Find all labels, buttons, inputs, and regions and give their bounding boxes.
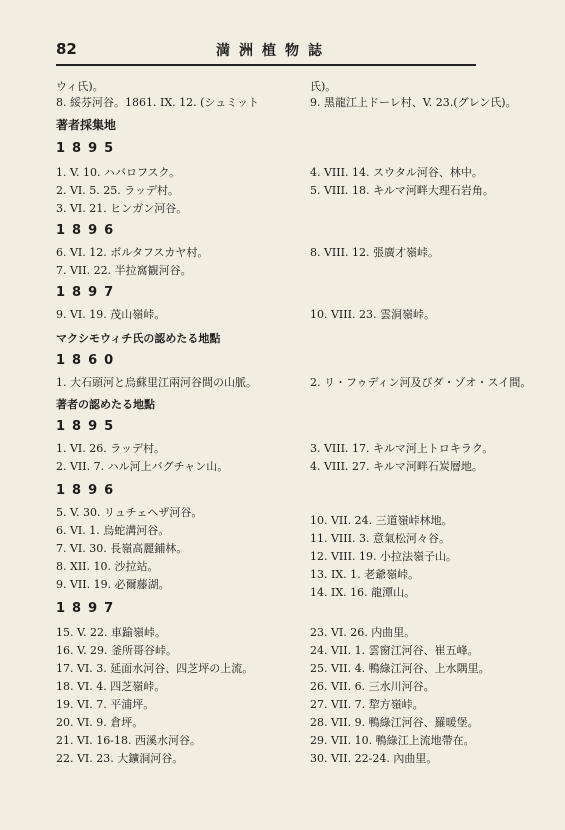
text-line: 27. VII. 7. 犂方嶺峠。 bbox=[310, 698, 424, 711]
text-line: 9. VI. 19. 茂山嶺峠。 bbox=[56, 308, 166, 321]
text-line: 25. VII. 4. 鴨綠江河谷、上水隅里。 bbox=[310, 662, 490, 675]
text-line: 9. VII. 19. 必爾藤湖。 bbox=[56, 578, 170, 591]
text-line: 19. VI. 7. 平浦坪。 bbox=[56, 698, 155, 711]
year-heading: 1895 bbox=[56, 419, 121, 434]
text-line: 4. VIII. 14. スウタル河谷、林中。 bbox=[310, 166, 483, 179]
text-line: 26. VII. 6. 三水川河谷。 bbox=[310, 680, 435, 693]
text-line: 氏)。 bbox=[310, 80, 337, 93]
text-line: 13. IX. 1. 老爺嶺峠。 bbox=[310, 568, 420, 581]
text-line: 5. V. 30. リュチェヘザ河谷。 bbox=[56, 506, 203, 519]
text-line: 10. VIII. 23. 雲洞嶺峠。 bbox=[310, 308, 435, 321]
text-line: 30. VII. 22-24. 內曲里。 bbox=[310, 752, 438, 765]
text-line: 3. VIII. 17. キルマ河上トロキラク。 bbox=[310, 442, 494, 455]
text-line: 29. VII. 10. 鴨綠江上流地帶在。 bbox=[310, 734, 475, 747]
text-line: 1. 大石頭河と烏蘇里江兩河谷間の山脈。 bbox=[56, 376, 257, 389]
text-line: 10. VII. 24. 三道嶺峠林地。 bbox=[310, 514, 453, 527]
year-heading: 1860 bbox=[56, 353, 121, 368]
section-heading: マクシモウィチ氏の認めたる地點 bbox=[56, 332, 221, 345]
year-heading: 1897 bbox=[56, 601, 121, 616]
text-line: 8. VIII. 12. 張廣才嶺峠。 bbox=[310, 246, 439, 259]
text-line: 3. VI. 21. ヒンガン河谷。 bbox=[56, 202, 188, 215]
text-line: 1. VI. 26. ラッデ村。 bbox=[56, 442, 166, 455]
text-line: 2. VII. 7. ハル河上バグチャン山。 bbox=[56, 460, 229, 473]
text-line: 7. VI. 30. 長嶺高麗鋪林。 bbox=[56, 542, 188, 555]
text-line: 4. VIII. 27. キルマ河畔石炭層地。 bbox=[310, 460, 483, 473]
text-line: 8. XII. 10. 沙拉站。 bbox=[56, 560, 159, 573]
page-number: 82 bbox=[56, 40, 77, 58]
text-line: 8. 綏芬河谷。1861. IX. 12. (シュミット bbox=[56, 96, 259, 109]
text-line: 6. VI. 12. ボルタフスカヤ村。 bbox=[56, 246, 209, 259]
text-line: 6. VI. 1. 烏蛇溝河谷。 bbox=[56, 524, 170, 537]
text-line: 1. V. 10. ハバロフスク。 bbox=[56, 166, 181, 179]
text-line: 16. V. 29. 釜所哥谷峠。 bbox=[56, 644, 177, 657]
text-line: 11. VIII. 3. 意氣松河々谷。 bbox=[310, 532, 450, 545]
text-line: 2. リ・フゥディン河及びダ・ゾオ・スイ間。 bbox=[310, 376, 532, 389]
year-heading: 1897 bbox=[56, 285, 121, 300]
text-line: 21. VI. 16-18. 西溪水河谷。 bbox=[56, 734, 201, 747]
section-heading: 著者の認めたる地點 bbox=[56, 398, 155, 411]
text-line: 24. VII. 1. 雲窗江河谷、崔五峰。 bbox=[310, 644, 479, 657]
running-title: 満洲植物誌 bbox=[216, 43, 331, 59]
text-line: 12. VIII. 19. 小拉法嶺子山。 bbox=[310, 550, 457, 563]
text-line: 18. VI. 4. 四芝嶺峠。 bbox=[56, 680, 166, 693]
year-heading: 1895 bbox=[56, 141, 121, 156]
year-heading: 1896 bbox=[56, 483, 121, 498]
text-line: 28. VII. 9. 鴨綠江河谷、羅暖堡。 bbox=[310, 716, 479, 729]
text-line: 2. VI. 5. 25. ラッデ村。 bbox=[56, 184, 180, 197]
text-line: 15. V. 22. 車踰嶺峠。 bbox=[56, 626, 166, 639]
text-line: 23. VI. 26. 内曲里。 bbox=[310, 626, 416, 639]
text-line: 22. VI. 23. 大鑛洞河谷。 bbox=[56, 752, 184, 765]
text-line: ウィ氏)。 bbox=[56, 80, 104, 93]
year-heading: 1896 bbox=[56, 223, 121, 238]
text-line: 17. VI. 3. 延面水河谷、四芝坪の上流。 bbox=[56, 662, 254, 675]
header-rule bbox=[56, 64, 476, 66]
text-line: 5. VIII. 18. キルマ河畔大理石岩角。 bbox=[310, 184, 494, 197]
text-line: 14. IX. 16. 龍潭山。 bbox=[310, 586, 416, 599]
page-header bbox=[56, 40, 476, 62]
section-heading: 著者採集地 bbox=[56, 118, 117, 132]
text-line: 20. VI. 9. 倉坪。 bbox=[56, 716, 144, 729]
text-line: 7. VII. 22. 半拉窩観河谷。 bbox=[56, 264, 192, 277]
text-line: 9. 黑龍江上ドーレ村、V. 23.(グレン氏)。 bbox=[310, 96, 517, 109]
